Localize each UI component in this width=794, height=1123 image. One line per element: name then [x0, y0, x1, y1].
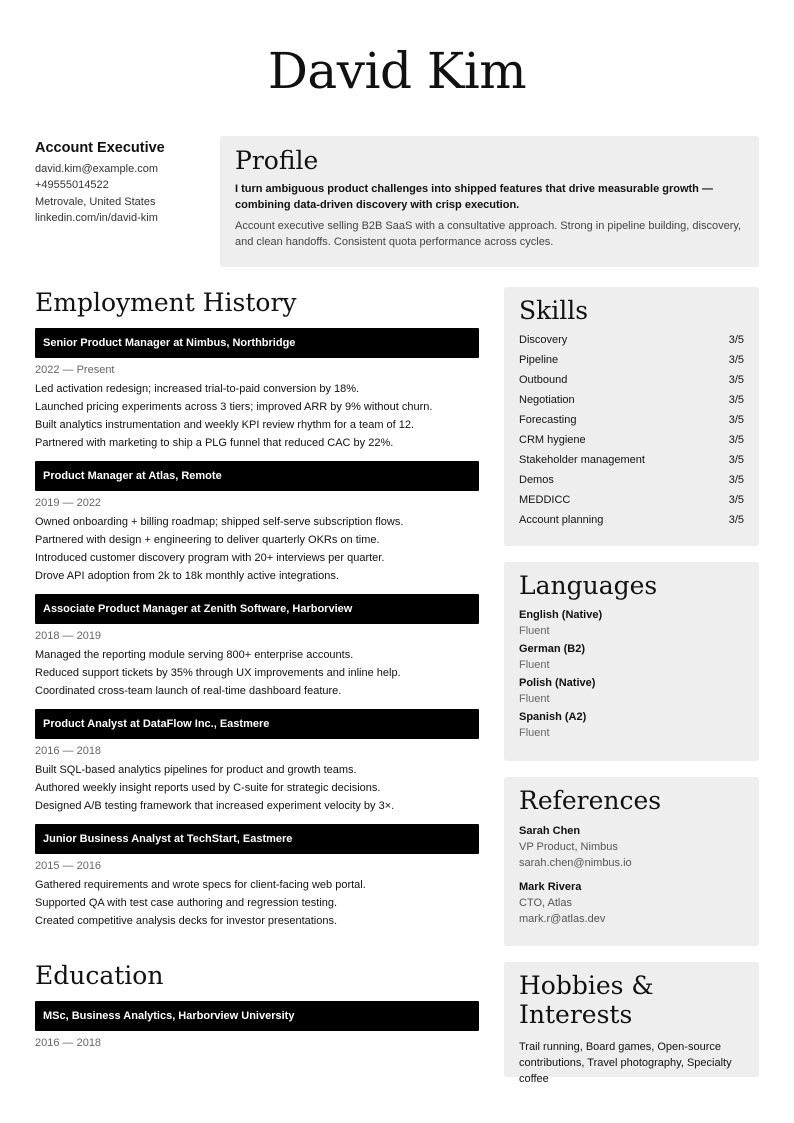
- profile-summary: Account executive selling B2B SaaS with a consultative approach. Strong in pipeline building, discovery, and clean handoffs. Consistent quota performance across cycles.: [235, 220, 742, 248]
- skill-level: 3/5: [728, 454, 744, 466]
- job-entry: [35, 594, 479, 700]
- skill-level: 3/5: [728, 334, 744, 346]
- skills-panel: [504, 287, 759, 546]
- reference-name: Sarah Chen: [519, 825, 581, 837]
- job-bullet: Built analytics instrumentation and weekly KPI review rhythm for a team of 12.: [35, 419, 415, 431]
- job-bullet: Supported QA with test case authoring and regression testing.: [35, 897, 338, 909]
- skill-row: [519, 510, 744, 530]
- reference-entry: [519, 879, 744, 927]
- references-panel: [504, 777, 759, 946]
- job-heading: Senior Product Manager at Nimbus, Northbridge: [35, 328, 479, 358]
- skill-row: [519, 470, 744, 490]
- email-text: david.kim@example.com: [35, 163, 159, 175]
- skill-name: CRM hygiene: [519, 434, 586, 446]
- reference-role: CTO, Atlas: [519, 897, 572, 909]
- job-dates: 2022 — Present: [35, 364, 115, 376]
- reference-contact: sarah.chen@nimbus.io: [519, 857, 632, 869]
- job-heading: Product Analyst at DataFlow Inc., Eastmere: [35, 709, 479, 739]
- skill-row: [519, 370, 744, 390]
- linkedin-text: linkedin.com/in/david-kim: [35, 211, 158, 224]
- phone-text: +49555014522: [35, 179, 109, 192]
- skill-level: 3/5: [728, 474, 744, 486]
- skill-level: 3/5: [728, 374, 744, 386]
- reference-name: Mark Rivera: [519, 881, 582, 893]
- job-entry: [35, 328, 479, 452]
- profile-section: [220, 136, 759, 267]
- language-level: Fluent: [519, 727, 550, 739]
- reference-entry: [519, 823, 744, 871]
- skill-name: Outbound: [519, 374, 568, 386]
- skill-level: 3/5: [728, 354, 744, 366]
- languages-title: Languages: [519, 571, 658, 600]
- reference-role: VP Product, Nimbus: [519, 841, 618, 853]
- profile-headline: I turn ambiguous product challenges into shipped features that drive measurable growth — combining data-driven discovery with crisp execution.: [235, 183, 713, 211]
- skill-row: [519, 330, 744, 350]
- job-bullet: Authored weekly insight reports used by C-suite for strategic decisions.: [35, 782, 381, 794]
- job-heading: Junior Business Analyst at TechStart, Eastmere: [35, 824, 479, 854]
- job-bullet: Partnered with marketing to ship a PLG funnel that reduced CAC by 22%.: [35, 437, 394, 449]
- skill-name: Negotiation: [519, 394, 575, 406]
- language-level: Fluent: [519, 693, 550, 705]
- job-bullet: Built SQL-based analytics pipelines for product and growth teams.: [35, 764, 357, 776]
- education-heading: MSc, Business Analytics, Harborview University: [35, 1001, 479, 1031]
- skill-level: 3/5: [728, 514, 744, 526]
- skill-level: 3/5: [728, 494, 744, 506]
- education-section: [35, 961, 479, 1049]
- skill-row: [519, 430, 744, 450]
- job-dates: 2015 — 2016: [35, 860, 102, 872]
- education-title: Education: [35, 961, 164, 990]
- job-dates: 2016 — 2018: [35, 745, 102, 757]
- candidate-name: David Kim: [267, 42, 527, 100]
- job-entry: [35, 709, 479, 815]
- job-bullet: Designed A/B testing framework that increased experiment velocity by 3×.: [35, 800, 395, 812]
- education-dates: 2016 — 2018: [35, 1037, 102, 1049]
- job-bullet: Managed the reporting module serving 800+ enterprise accounts.: [35, 649, 354, 661]
- skill-row: [519, 490, 744, 510]
- language-level: Fluent: [519, 659, 550, 671]
- language-name: English (Native): [519, 609, 603, 621]
- job-bullet: Gathered requirements and wrote specs for client-facing web portal.: [35, 879, 366, 891]
- contact-block: [35, 140, 210, 226]
- job-dates: 2019 — 2022: [35, 497, 102, 509]
- skill-row: [519, 390, 744, 410]
- language-level: Fluent: [519, 625, 550, 637]
- skill-level: 3/5: [728, 434, 744, 446]
- job-bullet: Led activation redesign; increased trial-to-paid conversion by 18%.: [35, 383, 360, 395]
- job-dates: 2018 — 2019: [35, 630, 102, 642]
- reference-contact: mark.r@atlas.dev: [519, 913, 606, 925]
- job-bullet: Coordinated cross-team launch of real-time dashboard feature.: [35, 685, 342, 697]
- job-bullet: Launched pricing experiments across 3 tiers; improved ARR by 9% without churn.: [35, 401, 433, 413]
- references-title: References: [519, 786, 662, 815]
- skill-name: Forecasting: [519, 414, 577, 426]
- skill-name: Pipeline: [519, 354, 559, 366]
- job-bullet: Introduced customer discovery program with 20+ interviews per quarter.: [35, 552, 385, 564]
- skill-name: Account planning: [519, 514, 604, 526]
- employment-section: [35, 288, 479, 939]
- job-bullet: Owned onboarding + billing roadmap; shipped self-serve subscription flows.: [35, 516, 404, 528]
- language-name: Polish (Native): [519, 677, 596, 689]
- hobbies-title: Hobbies & Interests: [519, 971, 654, 1029]
- job-heading: Associate Product Manager at Zenith Software, Harborview: [35, 594, 479, 624]
- skill-row: [519, 450, 744, 470]
- job-entry: [35, 824, 479, 930]
- hobbies-panel: [504, 962, 759, 1085]
- employment-title: Employment History: [35, 288, 297, 317]
- skill-row: [519, 410, 744, 430]
- language-name: German (B2): [519, 643, 586, 655]
- skill-row: [519, 350, 744, 370]
- skill-name: Demos: [519, 474, 554, 486]
- profile-title: Profile: [235, 146, 319, 175]
- job-bullet: Drove API adoption from 2k to 18k monthly active integrations.: [35, 570, 339, 582]
- skill-name: Discovery: [519, 334, 568, 346]
- skill-level: 3/5: [728, 394, 744, 406]
- language-name: Spanish (A2): [519, 711, 587, 723]
- location-text: Metrovale, United States: [35, 195, 156, 208]
- skill-level: 3/5: [728, 414, 744, 426]
- languages-panel: [504, 562, 759, 761]
- skills-title: Skills: [519, 296, 589, 325]
- job-heading: Product Manager at Atlas, Remote: [35, 461, 479, 491]
- skill-name: MEDDICC: [519, 494, 571, 506]
- job-entry: [35, 461, 479, 585]
- hobbies-text: Trail running, Board games, Open-source contributions, Travel photography, Specialty coffee: [519, 1041, 732, 1085]
- job-bullet: Created competitive analysis decks for investor presentations.: [35, 915, 338, 927]
- skill-name: Stakeholder management: [519, 454, 645, 466]
- job-bullet: Partnered with design + engineering to deliver quarterly OKRs on time.: [35, 534, 380, 546]
- job-role: Account Executive: [35, 140, 165, 156]
- job-bullet: Reduced support tickets by 35% through UX improvements and inline help.: [35, 667, 401, 679]
